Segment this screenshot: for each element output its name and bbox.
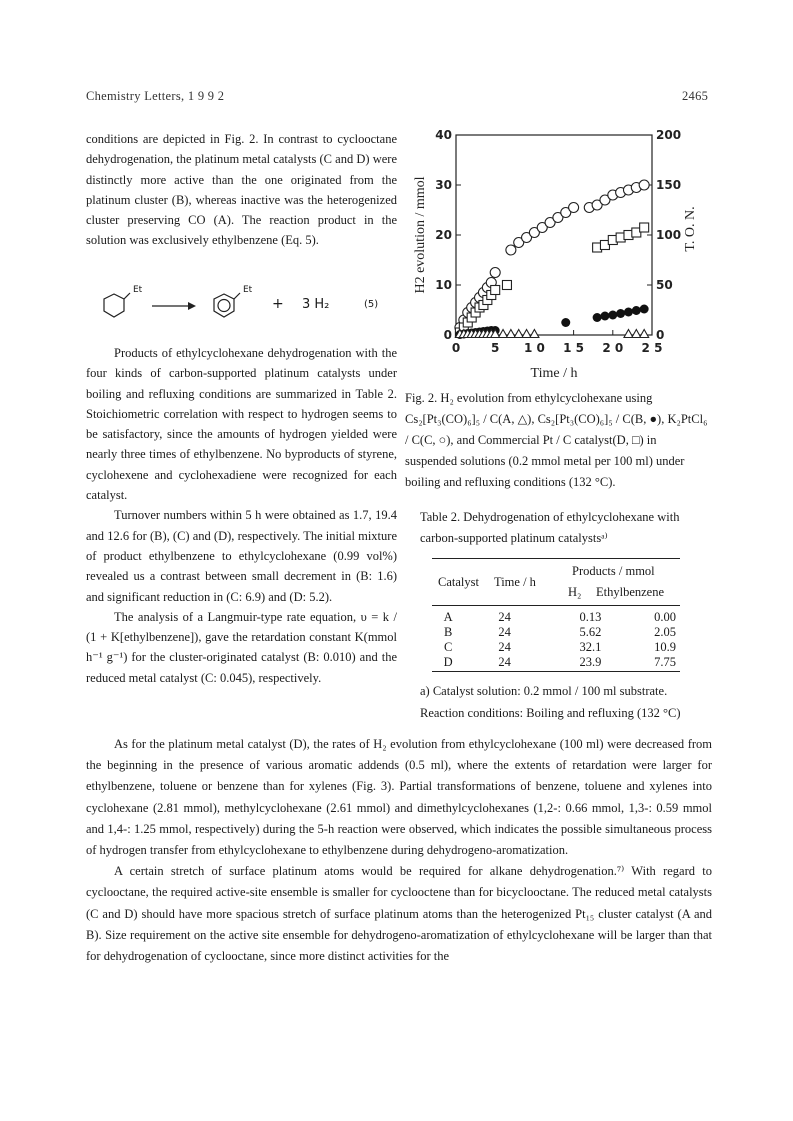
x-tick-label: 1 0 xyxy=(523,341,545,355)
figure-2 xyxy=(404,124,704,389)
x-tick-label: 2 0 xyxy=(602,341,624,355)
data-point-A xyxy=(514,330,523,338)
x-tick-label: 2 5 xyxy=(641,341,663,355)
table-row xyxy=(432,655,680,670)
col-header-time: Time / h xyxy=(494,575,536,589)
cell-time: 24 xyxy=(498,640,511,654)
y2-tick-label: 200 xyxy=(656,128,682,142)
data-point-B xyxy=(640,305,649,314)
cell-ethylbenzene: 2.05 xyxy=(654,625,676,639)
data-point-A xyxy=(632,330,641,338)
data-point-A xyxy=(499,330,508,338)
paragraph: Turnover numbers within 5 h were obtained as 1.7, 19.4 and 12.6 for (B), (C) and (D), respectively. The initial mixture of product ethylbenzene to ethylcyclohexane (0.99 vol%) revealed us a contrast between small decrement in (B: 1.6) and significant reduction in (C: 6.9) and (D: 5.2). xyxy=(86,508,397,604)
col-header-h2: H₂ xyxy=(568,585,582,599)
body-full-width xyxy=(86,734,712,967)
x-tick-label: 1 5 xyxy=(563,341,585,355)
col-header-products: Products / mmol xyxy=(572,564,655,578)
paragraph: The analysis of a Langmuir-type rate equation, υ = k / (1 + K[ethylbenzene]), gave the retardation constant K(mmol h⁻¹ g⁻¹) for the cluster-originated catalyst (B: 0.010) and the reduced metal catalyst (C: 0.045), respectively. xyxy=(86,609,397,685)
y-axis-label: H2 evolution / mmol xyxy=(413,176,428,294)
data-point-C xyxy=(490,268,500,278)
y-tick-label: 0 xyxy=(443,328,452,342)
cell-time: 24 xyxy=(498,625,511,639)
ethyl-bond xyxy=(124,293,130,299)
data-point-B xyxy=(624,308,633,317)
data-point-B xyxy=(561,318,570,327)
table-header xyxy=(432,559,680,605)
y-tick-label: 30 xyxy=(435,178,452,192)
data-point-D xyxy=(640,223,649,232)
y2-axis-label: T. O. N. xyxy=(683,206,698,252)
table-rule-mid xyxy=(432,605,680,606)
benzene-ring xyxy=(214,294,234,317)
ethyl-label: Et xyxy=(243,285,253,295)
x-tick-label: 0 xyxy=(451,341,461,355)
data-point-A xyxy=(640,330,649,338)
running-header: Chemistry Letters, 1 9 9 2 xyxy=(86,89,225,103)
y-tick-label: 40 xyxy=(435,128,452,142)
data-point-C xyxy=(506,245,516,255)
x-tick-label: 5 xyxy=(491,341,500,355)
data-point-A xyxy=(506,330,515,338)
data-point-B xyxy=(616,309,625,318)
data-point-A xyxy=(522,330,531,338)
data-point-B xyxy=(600,312,609,321)
col-header-ethylbenzene: Ethylbenzene xyxy=(596,585,665,599)
x-axis-label: Time / h xyxy=(530,366,578,381)
figure-caption: Fig. 2. H₂ evolution from ethylcyclohexane using Cs₂[Pt₃(CO)₆]₅ / C(A, △), Cs₂[Pt₃(CO)₆]₅ / C(B, ●), K₂PtCl₆ / C(C, ○), and Commercial Pt / C catalyst(D, □) in suspended solutions (0.2 mmol metal per 100 ml) under boiling and refluxing conditions (132 °C). xyxy=(405,391,708,489)
aromatic-circle xyxy=(218,300,230,312)
data-point-D xyxy=(502,281,511,290)
data-point-A xyxy=(624,330,633,338)
cell-h2: 5.62 xyxy=(579,625,602,639)
plus-sign: + xyxy=(272,296,284,312)
col-header-catalyst: Catalyst xyxy=(438,575,479,589)
cell-catalyst: A xyxy=(443,610,453,624)
y-tick-label: 20 xyxy=(435,228,452,242)
left-column-top xyxy=(86,129,397,251)
cell-time: 24 xyxy=(498,610,511,624)
table-row xyxy=(432,640,680,655)
h2-evolution-chart xyxy=(404,124,704,389)
data-point-B xyxy=(608,311,617,320)
paragraph: conditions are depicted in Fig. 2. In contrast to cyclooctane dehydrogenation, the platinum metal catalysts (C and D) were distinctly more active than the one originated from the platinum cluster (B), whereas inactive was the heterogenized cluster preserving CO (A). The reaction product in the solution was exclusively ethylbenzene (Eq. 5). xyxy=(86,132,397,248)
cell-h2: 32.1 xyxy=(579,640,602,654)
table-footnote: a) Catalyst solution: 0.2 mmol / 100 ml substrate. xyxy=(420,684,668,698)
arrow-head xyxy=(188,302,196,310)
table-body xyxy=(432,610,680,670)
table-rule-bottom xyxy=(432,671,680,672)
hydrogen-term: 3 H₂ xyxy=(302,297,330,312)
paragraph: Products of ethylcyclohexane dehydrogenation with the four kinds of carbon-supported platinum catalysts under boiling and refluxing conditions are summarized in Table 2. Stoichiometric correlation with respect to hydrogen seems to be satisfactory, since the amounts of hydrogen yielded were nearly three times of ethylbenzene. No byproducts of styrene, cyclohexene and cyclohexadiene were recognized for each catalyst. xyxy=(86,346,397,503)
equation-number: (5) xyxy=(364,299,379,310)
cell-catalyst: B xyxy=(443,625,453,639)
cell-catalyst: C xyxy=(443,640,453,654)
ethyl-label: Et xyxy=(133,285,143,295)
table-title: Table 2. Dehydrogenation of ethylcyclohexane with carbon-supported platinum catalystsᵃ⁾ xyxy=(420,510,680,545)
cell-ethylbenzene: 0.00 xyxy=(654,610,676,624)
data-point-B xyxy=(593,313,602,322)
cell-ethylbenzene: 10.9 xyxy=(654,640,676,654)
data-point-B xyxy=(632,306,641,315)
left-column-bottom xyxy=(86,343,397,688)
table-2 xyxy=(432,558,680,672)
ethyl-bond xyxy=(234,293,240,299)
cell-time: 24 xyxy=(498,655,511,669)
table-row xyxy=(432,610,680,625)
cyclohexane-ring xyxy=(104,294,124,317)
y2-tick-label: 100 xyxy=(656,228,682,242)
cell-h2: 0.13 xyxy=(579,610,602,624)
cell-ethylbenzene: 7.75 xyxy=(654,655,676,669)
y2-tick-label: 0 xyxy=(656,328,665,342)
paragraph: A certain stretch of surface platinum atoms would be required for alkane dehydrogenation.⁷⁾ With regard to cyclooctane, the required active-site ensemble is smaller for cyclooctene than for bicyclooctane. The reduced metal catalysts (C and D) should have more spacious stretch of surface platinum atoms than the heterogenized Pt₁₅ cluster catalyst (A and B). Size requirement on the active site ensemble for dehydrogeno-aromatization of ethylcyclohexane will be larger than that for dehydrogenation of cyclooctane, since more distinct activities for the xyxy=(86,864,712,964)
data-point-C xyxy=(639,180,649,190)
page-number: 2465 xyxy=(682,89,709,103)
y-tick-label: 10 xyxy=(435,278,452,292)
cell-h2: 23.9 xyxy=(579,655,602,669)
data-point-C xyxy=(569,203,579,213)
paragraph: As for the platinum metal catalyst (D), the rates of H₂ evolution from ethylcyclohexane (100 ml) were decreased from the beginning in the presence of various aromatic addends (0.5 ml), where the extents of retardation were larger for ethylbenzene, toluene or benzene than for xylenes (Fig. 3). Partial transformations of benzene, toluene and xylenes into cyclohexane (2.81 mmol), methylcyclohexane (2.61 mmol) and dimethylcyclohexanes (1,2-: 0.66 mmol, 1,3-: 0.59 mmol and 1,4-: 1.25 mmol, respectively) during the 5-h reaction were observed, which indicates the possible simultaneous process of hydrogen transfer from ethylcyclohexane to ethylbenzene during dehydrogeno-aromatization. xyxy=(86,737,712,858)
equation-5 xyxy=(96,286,396,326)
table-row xyxy=(432,625,680,640)
data-point-D xyxy=(491,286,500,295)
y2-tick-label: 150 xyxy=(656,178,682,192)
table-footnote: Reaction conditions: Boiling and refluxing (132 °C) xyxy=(420,706,681,720)
cell-catalyst: D xyxy=(443,655,453,669)
data-point-A xyxy=(530,330,539,338)
y2-tick-label: 50 xyxy=(656,278,673,292)
